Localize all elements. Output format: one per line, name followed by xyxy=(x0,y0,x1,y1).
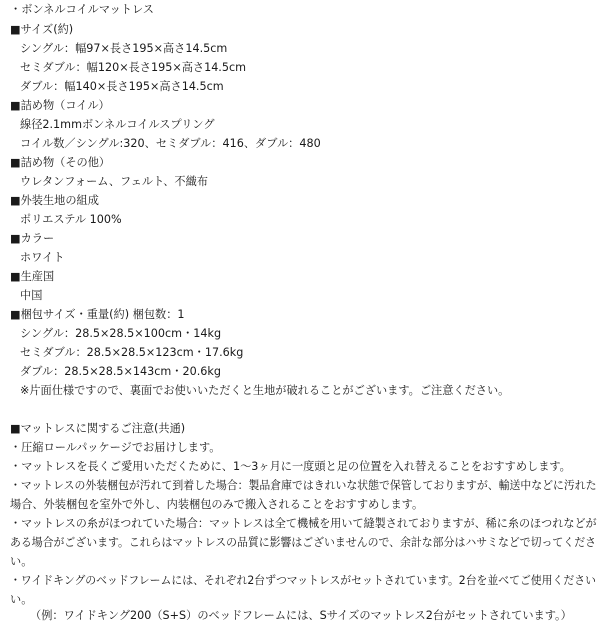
notes-line: ・圧縮ロールパッケージでお届けします。 xyxy=(10,441,221,454)
notes-line: い。 xyxy=(10,555,33,568)
notes-line: ・マットレスを長くご愛用いただくために、1～3ヶ月に一度頭と足の位置を入れ替えることをおすすめします。 xyxy=(10,460,571,473)
fabric-heading: ■外装生地の組成 xyxy=(10,194,99,207)
notes-line: 場合、外装梱包を室外で外し、内装梱包のみで搬入されることをおすすめします。 xyxy=(10,498,424,511)
fabric-value: ポリエステル 100% xyxy=(20,213,122,226)
notes-heading: ■マットレスに関するご注意(共通) xyxy=(10,422,186,435)
size-heading: ■サイズ(約) xyxy=(10,23,74,36)
notes-line: ・マットレスの糸がほつれていた場合：マットレスは全て機械を用いて縫製されておりますが、稀に糸のほつれなどが xyxy=(10,517,597,530)
package-semi-double: セミダブル：28.5×28.5×123cm・17.6kg xyxy=(20,346,244,359)
size-single: シングル：幅97×長さ195×高さ14.5cm xyxy=(20,42,228,55)
filling-coil-count: コイル数／シングル:320、セミダブル：416、ダブル：480 xyxy=(20,137,321,150)
filling-other-heading: ■詰め物（その他） xyxy=(10,156,111,169)
color-value: ホワイト xyxy=(20,251,65,264)
color-heading: ■カラー xyxy=(10,232,55,245)
filling-other-value: ウレタンフォーム、フェルト、不織布 xyxy=(20,175,208,188)
notes-line: ある場合がございます。これらはマットレスの品質に影響はございませんので、余計な部分はハサミなどで切ってくださ xyxy=(10,536,596,549)
package-heading: ■梱包サイズ・重量(約) 梱包数：1 xyxy=(10,308,185,321)
filling-coil-heading: ■詰め物（コイル） xyxy=(10,99,110,112)
notes-line: ・マットレスの外装梱包が汚れて到着した場合：製品倉庫ではきれいな状態で保管しておりますが、輸送中などに汚れた xyxy=(10,479,597,492)
package-note: ※片面仕様ですので、裏面でお使いいただくと生地が破れることがございます。ご注意ください。 xyxy=(20,384,510,397)
package-double: ダブル：28.5×28.5×143cm・20.6kg xyxy=(20,365,221,378)
product-type: ・ボンネルコイルマットレス xyxy=(10,3,154,16)
notes-line: ・ワイドキングのベッドフレームには、それぞれ2台ずつマットレスがセットされています。2台を並べてご使用ください xyxy=(10,574,596,587)
size-double: ダブル：幅140×長さ195×高さ14.5cm xyxy=(20,80,224,93)
notes-example: （例：ワイドキング200（S+S）のベッドフレームには、Sサイズのマットレス2台がセットされています。） xyxy=(30,609,572,622)
origin-heading: ■生産国 xyxy=(10,270,55,283)
notes-line: い。 xyxy=(10,593,33,606)
filling-coil-wire: 線径2.1mmボンネルコイルスプリング xyxy=(20,118,215,131)
origin-value: 中国 xyxy=(20,289,43,302)
package-single: シングル：28.5×28.5×100cm・14kg xyxy=(20,327,222,340)
size-semi-double: セミダブル：幅120×長さ195×高さ14.5cm xyxy=(20,61,247,74)
